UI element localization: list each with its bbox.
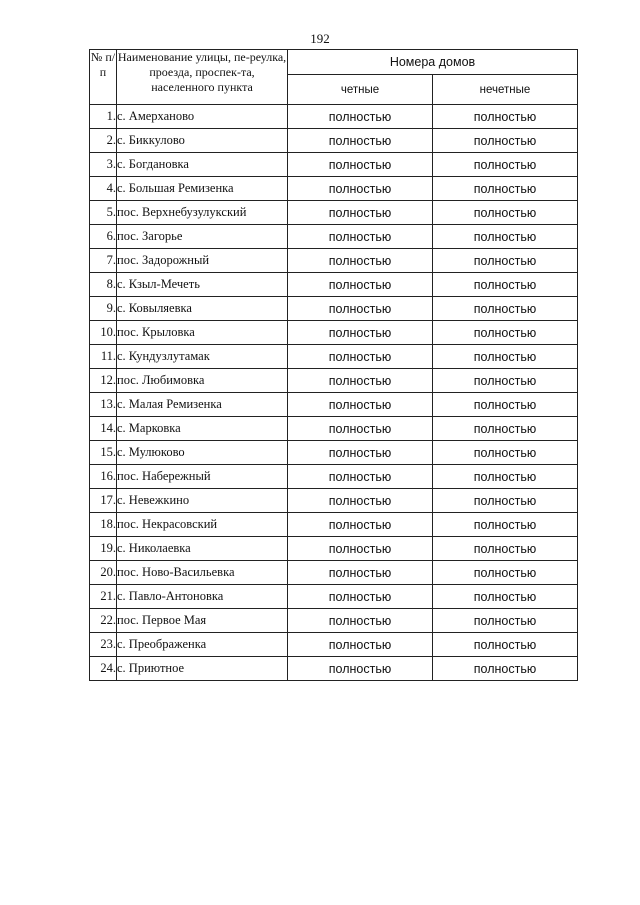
row-number: 4.	[90, 177, 117, 201]
odd-numbers-cell: полностью	[433, 489, 578, 513]
table-row	[90, 513, 578, 537]
row-number: 19.	[90, 537, 117, 561]
table-row	[90, 609, 578, 633]
even-numbers-cell: полностью	[288, 129, 433, 153]
header-even: четные	[288, 75, 433, 105]
odd-numbers-cell: полностью	[433, 273, 578, 297]
even-numbers-cell: полностью	[288, 513, 433, 537]
settlement-name: с. Биккулово	[117, 129, 288, 153]
odd-numbers-cell: полностью	[433, 249, 578, 273]
header-house-numbers: Номера домов	[288, 50, 578, 75]
table-row	[90, 393, 578, 417]
even-numbers-cell: полностью	[288, 441, 433, 465]
odd-numbers-cell: полностью	[433, 585, 578, 609]
settlement-name: с. Большая Ремизенка	[117, 177, 288, 201]
table-row	[90, 489, 578, 513]
settlement-name: с. Богдановка	[117, 153, 288, 177]
table-row	[90, 537, 578, 561]
settlement-name: с. Кзыл-Мечеть	[117, 273, 288, 297]
settlement-name: пос. Крыловка	[117, 321, 288, 345]
table-row	[90, 417, 578, 441]
odd-numbers-cell: полностью	[433, 657, 578, 681]
streets-table	[89, 49, 578, 681]
even-numbers-cell: полностью	[288, 537, 433, 561]
even-numbers-cell: полностью	[288, 609, 433, 633]
row-number: 15.	[90, 441, 117, 465]
table-row	[90, 345, 578, 369]
settlement-name: пос. Задорожный	[117, 249, 288, 273]
settlement-name: с. Невежкино	[117, 489, 288, 513]
even-numbers-cell: полностью	[288, 561, 433, 585]
even-numbers-cell: полностью	[288, 321, 433, 345]
odd-numbers-cell: полностью	[433, 633, 578, 657]
row-number: 8.	[90, 273, 117, 297]
table-row	[90, 249, 578, 273]
odd-numbers-cell: полностью	[433, 393, 578, 417]
odd-numbers-cell: полностью	[433, 561, 578, 585]
row-number: 6.	[90, 225, 117, 249]
page-number: 192	[310, 31, 330, 46]
even-numbers-cell: полностью	[288, 249, 433, 273]
settlement-name: с. Павло-Антоновка	[117, 585, 288, 609]
odd-numbers-cell: полностью	[433, 105, 578, 129]
header-odd: нечетные	[433, 75, 578, 105]
odd-numbers-cell: полностью	[433, 321, 578, 345]
even-numbers-cell: полностью	[288, 201, 433, 225]
settlement-name: пос. Ново-Васильевка	[117, 561, 288, 585]
table-row	[90, 657, 578, 681]
odd-numbers-cell: полностью	[433, 225, 578, 249]
row-number: 21.	[90, 585, 117, 609]
odd-numbers-cell: полностью	[433, 441, 578, 465]
row-number: 23.	[90, 633, 117, 657]
even-numbers-cell: полностью	[288, 417, 433, 441]
row-number: 18.	[90, 513, 117, 537]
settlement-name: пос. Некрасовский	[117, 513, 288, 537]
table-row	[90, 273, 578, 297]
row-number: 12.	[90, 369, 117, 393]
even-numbers-cell: полностью	[288, 105, 433, 129]
settlement-name: с. Ковыляевка	[117, 297, 288, 321]
even-numbers-cell: полностью	[288, 657, 433, 681]
even-numbers-cell: полностью	[288, 345, 433, 369]
header-number: № п/п	[90, 50, 117, 105]
table-row	[90, 369, 578, 393]
table-body	[90, 105, 578, 681]
even-numbers-cell: полностью	[288, 393, 433, 417]
row-number: 7.	[90, 249, 117, 273]
row-number: 17.	[90, 489, 117, 513]
settlement-name: с. Мулюково	[117, 441, 288, 465]
odd-numbers-cell: полностью	[433, 297, 578, 321]
table-row	[90, 201, 578, 225]
odd-numbers-cell: полностью	[433, 201, 578, 225]
row-number: 24.	[90, 657, 117, 681]
row-number: 3.	[90, 153, 117, 177]
settlement-name: пос. Любимовка	[117, 369, 288, 393]
table-header	[90, 50, 578, 105]
header-street-name: Наименование улицы, пе-реулка, проезда, проспек-та, населенного пункта	[117, 50, 288, 105]
even-numbers-cell: полностью	[288, 585, 433, 609]
odd-numbers-cell: полностью	[433, 609, 578, 633]
even-numbers-cell: полностью	[288, 297, 433, 321]
odd-numbers-cell: полностью	[433, 153, 578, 177]
row-number: 16.	[90, 465, 117, 489]
table-row	[90, 465, 578, 489]
even-numbers-cell: полностью	[288, 273, 433, 297]
settlement-name: пос. Верхнебузулукский	[117, 201, 288, 225]
table-row	[90, 561, 578, 585]
settlement-name: с. Приютное	[117, 657, 288, 681]
settlement-name: пос. Набережный	[117, 465, 288, 489]
settlement-name: с. Малая Ремизенка	[117, 393, 288, 417]
even-numbers-cell: полностью	[288, 489, 433, 513]
table-row	[90, 177, 578, 201]
settlement-name: с. Марковка	[117, 417, 288, 441]
odd-numbers-cell: полностью	[433, 345, 578, 369]
settlement-name: пос. Первое Мая	[117, 609, 288, 633]
odd-numbers-cell: полностью	[433, 465, 578, 489]
table-row	[90, 225, 578, 249]
row-number: 13.	[90, 393, 117, 417]
row-number: 2.	[90, 129, 117, 153]
settlement-name: с. Николаевка	[117, 537, 288, 561]
table-row	[90, 441, 578, 465]
table-row	[90, 321, 578, 345]
odd-numbers-cell: полностью	[433, 129, 578, 153]
settlement-name: с. Амерханово	[117, 105, 288, 129]
table-row	[90, 153, 578, 177]
table-row	[90, 585, 578, 609]
odd-numbers-cell: полностью	[433, 369, 578, 393]
settlement-name: пос. Загорье	[117, 225, 288, 249]
row-number: 14.	[90, 417, 117, 441]
table-row	[90, 105, 578, 129]
table-row	[90, 633, 578, 657]
row-number: 22.	[90, 609, 117, 633]
even-numbers-cell: полностью	[288, 465, 433, 489]
row-number: 10.	[90, 321, 117, 345]
even-numbers-cell: полностью	[288, 153, 433, 177]
row-number: 11.	[90, 345, 117, 369]
settlement-name: с. Преображенка	[117, 633, 288, 657]
odd-numbers-cell: полностью	[433, 537, 578, 561]
row-number: 20.	[90, 561, 117, 585]
row-number: 5.	[90, 201, 117, 225]
row-number: 9.	[90, 297, 117, 321]
table-row	[90, 129, 578, 153]
settlement-name: с. Кундузлутамак	[117, 345, 288, 369]
odd-numbers-cell: полностью	[433, 513, 578, 537]
odd-numbers-cell: полностью	[433, 417, 578, 441]
even-numbers-cell: полностью	[288, 369, 433, 393]
table-row	[90, 297, 578, 321]
even-numbers-cell: полностью	[288, 633, 433, 657]
even-numbers-cell: полностью	[288, 225, 433, 249]
row-number: 1.	[90, 105, 117, 129]
even-numbers-cell: полностью	[288, 177, 433, 201]
odd-numbers-cell: полностью	[433, 177, 578, 201]
